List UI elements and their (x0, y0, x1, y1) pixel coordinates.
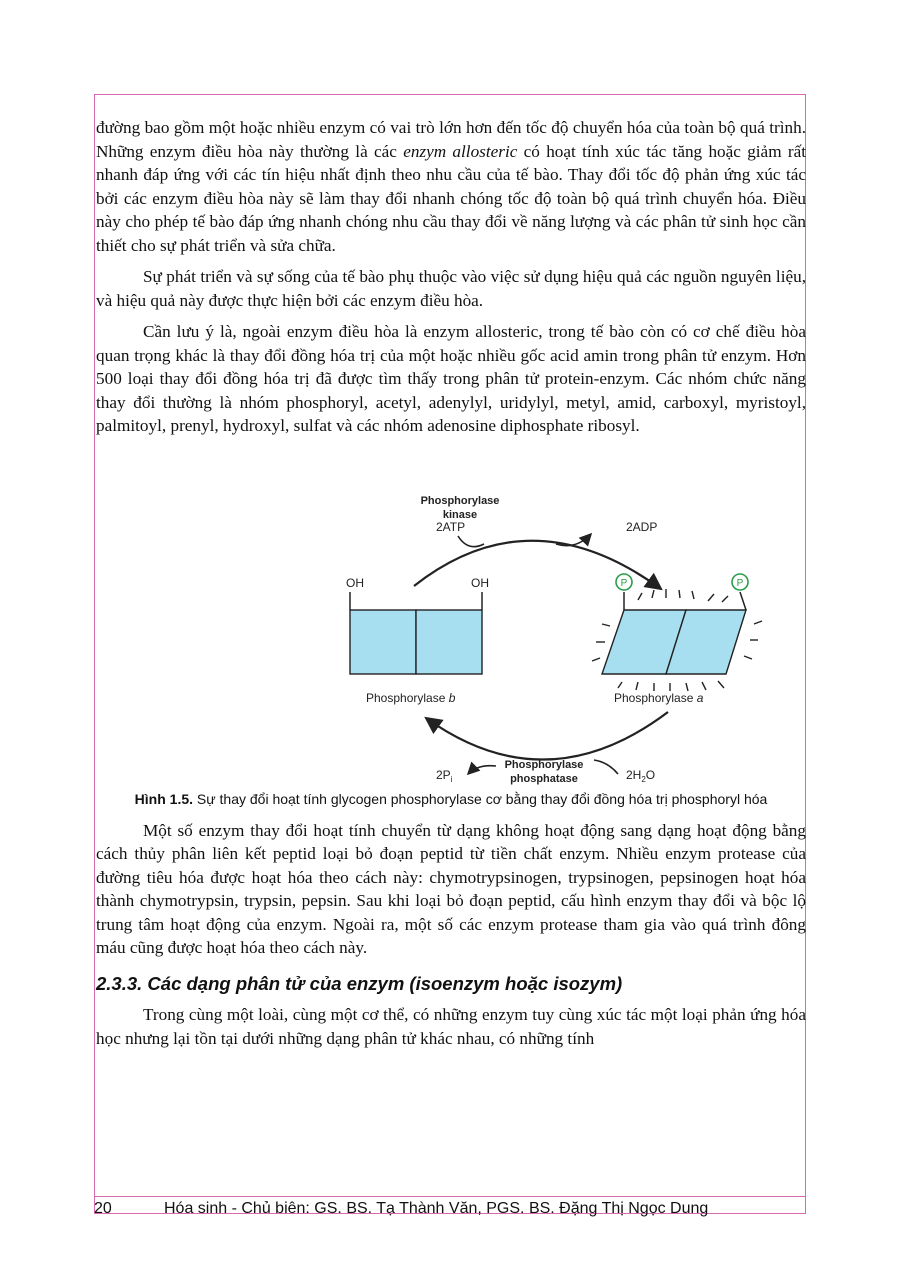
paragraph-2: Sự phát triển và sự sống của tế bào phụ thuộc vào việc sử dụng hiệu quả các nguồn nguyên liệu, và hiệu quả này được thực hiện bởi các enzym điều hòa. (96, 267, 806, 310)
phosphatase-label-line1: Phosphorylase (504, 758, 584, 771)
phosphorylase-a-label: Phosphorylase a (614, 690, 704, 705)
phosphate-right-label: P (736, 577, 744, 589)
caption-label: Hình 1.5. (134, 790, 194, 807)
h2o-branch (594, 760, 618, 774)
phosphatase-label-line2: phosphatase (510, 772, 578, 785)
kinase-label-line1: Phosphorylase (420, 494, 500, 507)
page-content (96, 116, 806, 1050)
caption-text: Sự thay đổi hoạt tính glycogen phosphorylase cơ bằng thay đổi đồng hóa trị phosphoryl hóa (193, 790, 768, 807)
phosphate-left-label: P (620, 577, 628, 589)
paragraph-1 (96, 116, 806, 257)
kinase-label-line2: kinase (442, 508, 478, 521)
adp-label: 2ADP (626, 519, 658, 534)
footer-reference: Hóa sinh - Chủ biên: GS. BS. Tạ Thành Văn, PGS. BS. Đặng Thị Ngọc Dung (164, 1200, 709, 1217)
paragraph-4: Một số enzym thay đổi hoạt tính chuyển từ dạng không hoạt động sang dạng hoạt động bằng cách thủy phân liên kết peptid loại bỏ đoạn peptid từ tiền chất enzym. Nhiều enzym protease của đường tiêu hóa được hoạt hóa theo cách này: chymotrypsinogen, trypsinogen, pepsinogen hoạt hóa thành chymotrypsin, trypsin, pepsin. Sau khi loại bỏ đoạn peptid, cấu hình enzym thay đổi và bộc lộ trung tâm hoạt động của enzym. Ngoài ra, một số các enzym protease tham gia vào quá trình đông máu cũng được hoạt hóa theo cách này. (96, 820, 806, 957)
atp-branch (458, 536, 484, 547)
phosphorylase-b-subunit-right (416, 610, 482, 674)
atp-label: 2ATP (436, 519, 466, 534)
phosphorylase-a-group (592, 574, 762, 705)
paragraph-1-text-a: đường bao gồm một hoặc nhiều enzym có vai trò lớn hơn đến tốc độ chuyển hóa của toàn bộ quá trình. Những enzym điều hòa này thường là các (96, 118, 806, 161)
paragraph-1-text-b: có hoạt tính xúc tác tăng hoặc giảm rất nhanh đáp ứng với các tín hiệu nhất định theo nhu cầu của tế bào. Thay đổi tốc độ phản ứng xúc tác bởi các enzym điều hòa này sẽ làm thay đổi nhanh chóng tốc độ toàn bộ quá trình chuyển hóa. Điều này cho phép tế bào đáp ứng nhanh chóng nhu cầu thay đổi về năng lượng và các phân tử sinh học cần thiết cho sự phát triển và sửa chữa. (96, 141, 806, 255)
oh-right-label: OH (471, 575, 489, 590)
footer-rule (94, 1196, 806, 1197)
section-heading: 2.3.3. Các dạng phân tử của enzym (isoenzym hoặc isozym) (96, 972, 623, 994)
pi-branch-arrow (468, 765, 496, 773)
page-number: 20 (94, 1200, 112, 1217)
phosphorylase-diagram (246, 474, 744, 786)
paragraph-3: Cần lưu ý là, ngoài enzym điều hòa là enzym allosteric, trong tế bào còn có cơ chế điều hòa quan trọng khác là thay đổi đồng hóa trị của một hoặc nhiều gốc acid amin trong phân tử enzym. Hơn 500 loại thay đổi đồng hóa trị đã được tìm thấy trong phân tử protein-enzym. Các nhóm chức năng thay đổi thường là nhóm phosphoryl, acetyl, adenylyl, uridylyl, metyl, amid, carboxyl, myristoyl, palmitoyl, prenyl, hydroxyl, sulfat và các nhóm adenosine diphosphate ribosyl. (96, 322, 806, 435)
phosphatase-arc-arrow (426, 712, 668, 760)
h2o-label: $2H_2O$ (626, 767, 656, 784)
phosphorylase-b-subunit-left (350, 610, 416, 674)
figure-1-5 (96, 474, 806, 786)
oh-left-label: OH (346, 575, 364, 590)
paragraph-1-emphasis: enzym allosteric (403, 141, 518, 161)
paragraph-5: Trong cùng một loài, cùng một cơ thể, có những enzym tuy cùng xúc tác một loại phản ứng hóa học nhưng lại tồn tại dưới những dạng phân tử khác nhau, có những tính (96, 1005, 806, 1048)
figure-caption (96, 790, 806, 809)
phosphorylase-b-label: Phosphorylase b (366, 690, 456, 705)
pi-label: $2P_i$ (436, 767, 453, 784)
